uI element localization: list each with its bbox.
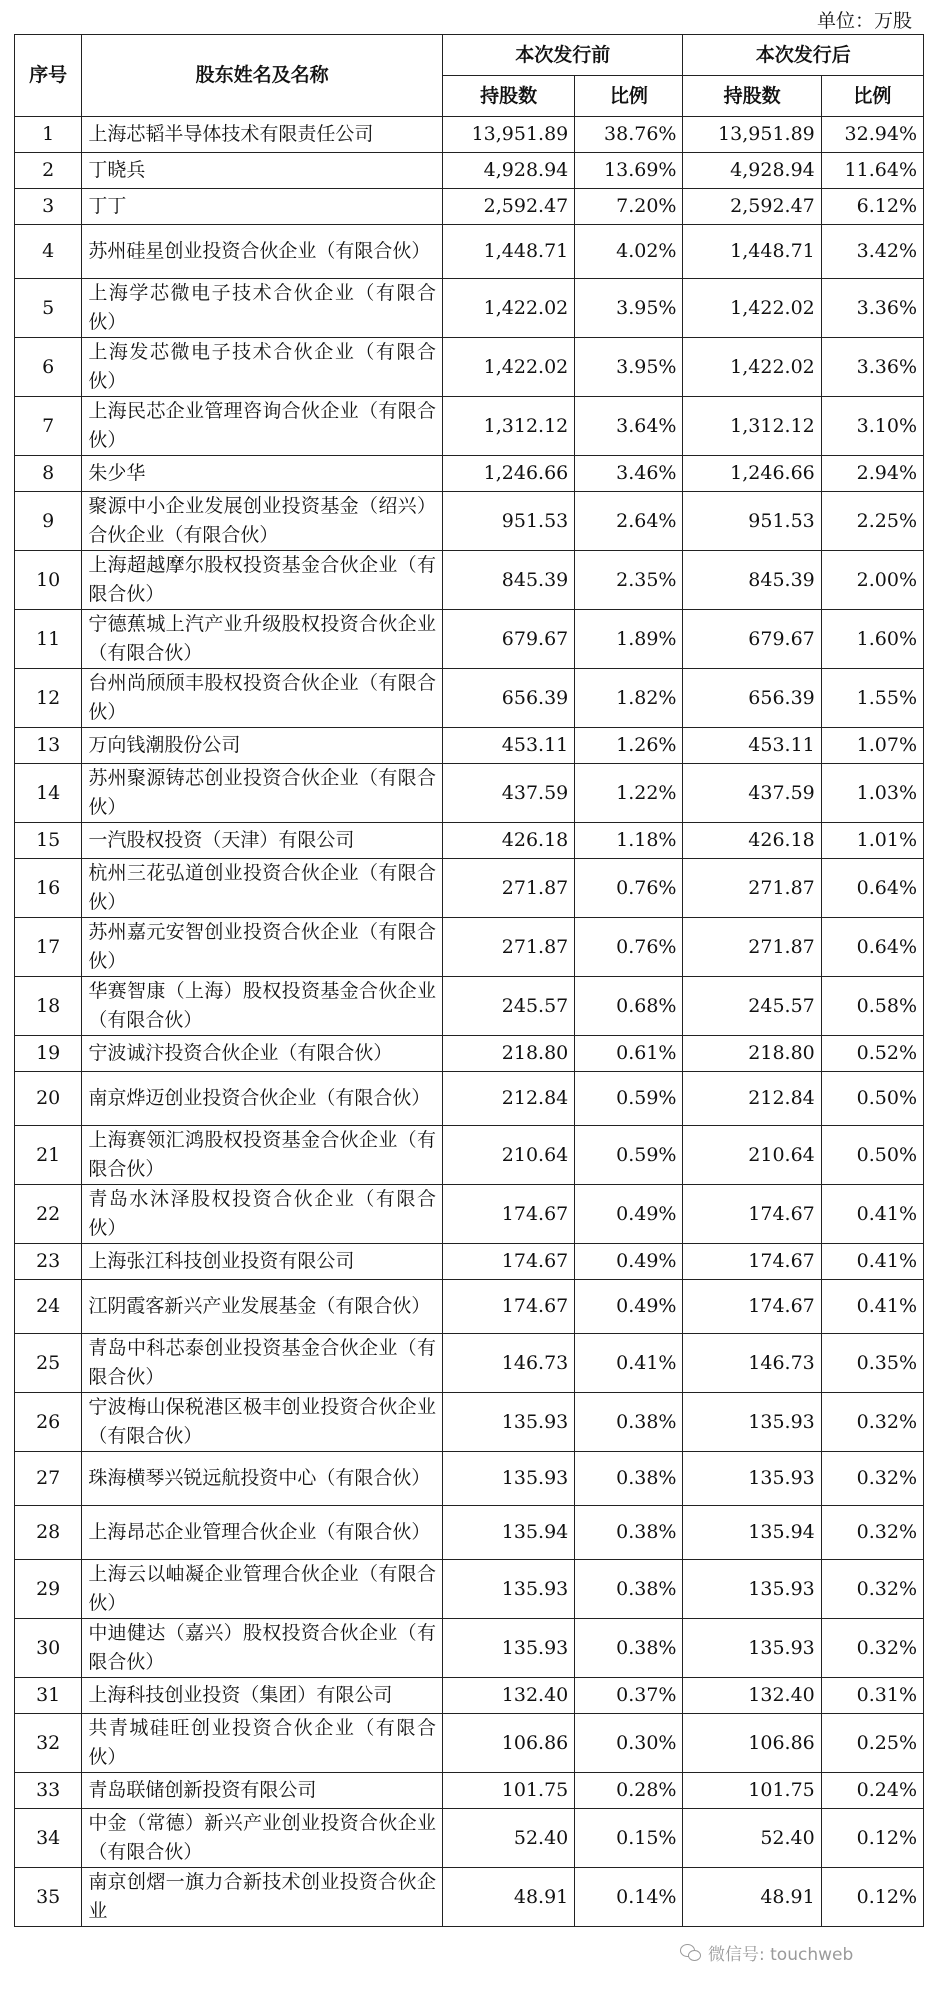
table-row [15,823,924,859]
row-index: 26 [15,1393,82,1452]
ratio-after: 0.41% [821,1244,923,1280]
shares-after: 48.91 [683,1868,821,1927]
shares-after: 271.87 [683,918,821,977]
shares-before: 135.93 [443,1393,575,1452]
row-index: 21 [15,1126,82,1185]
shares-before: 146.73 [443,1334,575,1393]
ratio-after: 0.50% [821,1072,923,1126]
shares-before: 2,592.47 [443,189,575,225]
shareholder-name: 丁丁 [82,189,443,225]
shareholder-name: 苏州硅星创业投资合伙企业（有限合伙） [82,225,443,279]
shareholder-name: 宁波梅山保税港区极丰创业投资合伙企业（有限合伙） [82,1393,443,1452]
ratio-before: 38.76% [575,117,683,153]
shares-after: 453.11 [683,728,821,764]
shares-after: 218.80 [683,1036,821,1072]
ratio-after: 0.64% [821,918,923,977]
ratio-after: 1.55% [821,669,923,728]
shareholder-name: 宁波诚汴投资合伙企业（有限合伙） [82,1036,443,1072]
ratio-before: 1.18% [575,823,683,859]
ratio-after: 2.25% [821,492,923,551]
shareholder-name: 南京烨迈创业投资合伙企业（有限合伙） [82,1072,443,1126]
row-index: 1 [15,117,82,153]
row-index: 12 [15,669,82,728]
shareholder-name: 珠海横琴兴锐远航投资中心（有限合伙） [82,1452,443,1506]
ratio-before: 0.68% [575,977,683,1036]
shares-before: 951.53 [443,492,575,551]
shareholder-table [14,34,924,1927]
row-index: 15 [15,823,82,859]
shares-after: 1,422.02 [683,338,821,397]
table-row [15,918,924,977]
ratio-before: 0.49% [575,1244,683,1280]
row-index: 9 [15,492,82,551]
header-ratio-after: 比例 [821,76,923,117]
ratio-after: 3.42% [821,225,923,279]
ratio-before: 0.38% [575,1393,683,1452]
row-index: 30 [15,1619,82,1678]
table-row [15,1244,924,1280]
ratio-after: 0.32% [821,1619,923,1678]
table-row [15,1280,924,1334]
shares-before: 1,312.12 [443,397,575,456]
table-row [15,1126,924,1185]
ratio-before: 0.76% [575,859,683,918]
shares-after: 146.73 [683,1334,821,1393]
ratio-after: 3.36% [821,338,923,397]
shareholder-name: 苏州聚源铸芯创业投资合伙企业（有限合伙） [82,764,443,823]
table-row [15,1678,924,1714]
shareholder-name: 苏州嘉元安智创业投资合伙企业（有限合伙） [82,918,443,977]
row-index: 31 [15,1678,82,1714]
ratio-after: 0.64% [821,859,923,918]
shares-after: 212.84 [683,1072,821,1126]
shares-after: 174.67 [683,1244,821,1280]
ratio-before: 0.38% [575,1452,683,1506]
ratio-after: 0.32% [821,1393,923,1452]
shares-after: 1,422.02 [683,279,821,338]
ratio-after: 32.94% [821,117,923,153]
ratio-after: 1.01% [821,823,923,859]
ratio-after: 0.32% [821,1506,923,1560]
ratio-before: 0.49% [575,1280,683,1334]
ratio-before: 0.59% [575,1126,683,1185]
row-index: 22 [15,1185,82,1244]
shares-after: 132.40 [683,1678,821,1714]
ratio-before: 3.95% [575,279,683,338]
shares-before: 453.11 [443,728,575,764]
shares-before: 1,422.02 [443,338,575,397]
shareholder-name: 台州尚颀颀丰股权投资合伙企业（有限合伙） [82,669,443,728]
ratio-after: 0.50% [821,1126,923,1185]
watermark [680,1940,853,1965]
shares-before: 245.57 [443,977,575,1036]
shareholder-name: 一汽股权投资（天津）有限公司 [82,823,443,859]
row-index: 4 [15,225,82,279]
ratio-after: 3.10% [821,397,923,456]
shareholder-name: 上海张江科技创业投资有限公司 [82,1244,443,1280]
table-row [15,551,924,610]
row-index: 6 [15,338,82,397]
row-index: 34 [15,1809,82,1868]
row-index: 33 [15,1773,82,1809]
ratio-before: 0.38% [575,1506,683,1560]
ratio-after: 2.94% [821,456,923,492]
shares-before: 174.67 [443,1244,575,1280]
ratio-after: 0.41% [821,1185,923,1244]
table-row [15,1619,924,1678]
ratio-before: 1.89% [575,610,683,669]
shareholder-name: 朱少华 [82,456,443,492]
table-row [15,117,924,153]
table-row [15,189,924,225]
shares-after: 4,928.94 [683,153,821,189]
header-before: 本次发行前 [443,35,683,76]
row-index: 8 [15,456,82,492]
shares-before: 132.40 [443,1678,575,1714]
shares-before: 656.39 [443,669,575,728]
shareholder-name: 上海昂芯企业管理合伙企业（有限合伙） [82,1506,443,1560]
shares-before: 101.75 [443,1773,575,1809]
header-shares-after: 持股数 [683,76,821,117]
shares-before: 212.84 [443,1072,575,1126]
ratio-after: 3.36% [821,279,923,338]
ratio-after: 0.24% [821,1773,923,1809]
shares-after: 210.64 [683,1126,821,1185]
shares-after: 1,246.66 [683,456,821,492]
ratio-after: 0.31% [821,1678,923,1714]
header-after: 本次发行后 [683,35,924,76]
ratio-after: 0.32% [821,1560,923,1619]
row-index: 28 [15,1506,82,1560]
shareholder-name: 华赛智康（上海）股权投资基金合伙企业（有限合伙） [82,977,443,1036]
shares-before: 52.40 [443,1809,575,1868]
ratio-after: 0.25% [821,1714,923,1773]
ratio-before: 2.64% [575,492,683,551]
table-row [15,492,924,551]
shares-before: 210.64 [443,1126,575,1185]
shareholder-name: 宁德蕉城上汽产业升级股权投资合伙企业（有限合伙） [82,610,443,669]
table-row [15,728,924,764]
shares-after: 135.93 [683,1619,821,1678]
ratio-before: 0.38% [575,1619,683,1678]
ratio-after: 0.12% [821,1868,923,1927]
table-row [15,1452,924,1506]
ratio-after: 0.12% [821,1809,923,1868]
ratio-before: 7.20% [575,189,683,225]
shares-before: 437.59 [443,764,575,823]
table-row [15,1393,924,1452]
shares-after: 426.18 [683,823,821,859]
ratio-before: 0.76% [575,918,683,977]
shares-after: 101.75 [683,1773,821,1809]
row-index: 3 [15,189,82,225]
shares-before: 135.93 [443,1560,575,1619]
shares-before: 271.87 [443,918,575,977]
row-index: 27 [15,1452,82,1506]
shares-before: 1,422.02 [443,279,575,338]
shareholder-name: 聚源中小企业发展创业投资基金（绍兴）合伙企业（有限合伙） [82,492,443,551]
shareholder-name: 上海学芯微电子技术合伙企业（有限合伙） [82,279,443,338]
shares-before: 845.39 [443,551,575,610]
row-index: 5 [15,279,82,338]
table-row [15,1560,924,1619]
table-row [15,669,924,728]
ratio-before: 3.95% [575,338,683,397]
row-index: 10 [15,551,82,610]
header-ratio-before: 比例 [575,76,683,117]
shares-before: 1,448.71 [443,225,575,279]
wechat-icon [680,1944,702,1962]
watermark-text: 微信号: touchweb [708,1945,854,1965]
ratio-before: 0.41% [575,1334,683,1393]
ratio-after: 11.64% [821,153,923,189]
row-index: 32 [15,1714,82,1773]
shareholder-name: 青岛联储创新投资有限公司 [82,1773,443,1809]
row-index: 2 [15,153,82,189]
table-row [15,456,924,492]
table-row [15,1072,924,1126]
ratio-after: 0.32% [821,1452,923,1506]
shareholder-name: 南京创熠一旗力合新技术创业投资合伙企业 [82,1868,443,1927]
shareholder-name: 上海赛领汇鸿股权投资基金合伙企业（有限合伙） [82,1126,443,1185]
row-index: 7 [15,397,82,456]
shares-after: 106.86 [683,1714,821,1773]
shareholder-name: 共青城硅旺创业投资合伙企业（有限合伙） [82,1714,443,1773]
shares-before: 426.18 [443,823,575,859]
shares-before: 1,246.66 [443,456,575,492]
shares-before: 174.67 [443,1185,575,1244]
row-index: 24 [15,1280,82,1334]
table-row [15,1334,924,1393]
shareholder-name: 青岛中科芯泰创业投资基金合伙企业（有限合伙） [82,1334,443,1393]
shares-after: 271.87 [683,859,821,918]
shares-after: 1,448.71 [683,225,821,279]
ratio-before: 3.64% [575,397,683,456]
table-row [15,764,924,823]
shares-before: 174.67 [443,1280,575,1334]
ratio-before: 0.15% [575,1809,683,1868]
row-index: 17 [15,918,82,977]
row-index: 18 [15,977,82,1036]
shares-after: 437.59 [683,764,821,823]
row-index: 14 [15,764,82,823]
row-index: 11 [15,610,82,669]
table-row [15,1036,924,1072]
unit-label: 单位：万股 [816,10,912,32]
shares-after: 679.67 [683,610,821,669]
shares-after: 174.67 [683,1280,821,1334]
ratio-after: 1.03% [821,764,923,823]
shares-before: 48.91 [443,1868,575,1927]
shareholder-name: 中迪健达（嘉兴）股权投资合伙企业（有限合伙） [82,1619,443,1678]
shareholder-name: 丁晓兵 [82,153,443,189]
table-row [15,338,924,397]
shareholder-name: 上海科技创业投资（集团）有限公司 [82,1678,443,1714]
ratio-before: 13.69% [575,153,683,189]
table-row [15,1809,924,1868]
row-index: 16 [15,859,82,918]
shareholder-name: 上海云以岫凝企业管理合伙企业（有限合伙） [82,1560,443,1619]
ratio-before: 0.28% [575,1773,683,1809]
ratio-after: 1.60% [821,610,923,669]
row-index: 25 [15,1334,82,1393]
table-row [15,225,924,279]
ratio-before: 0.37% [575,1678,683,1714]
table-row [15,153,924,189]
row-index: 23 [15,1244,82,1280]
table-row [15,1506,924,1560]
ratio-after: 0.41% [821,1280,923,1334]
ratio-before: 2.35% [575,551,683,610]
shareholder-name: 上海民芯企业管理咨询合伙企业（有限合伙） [82,397,443,456]
ratio-before: 0.14% [575,1868,683,1927]
shareholder-name: 江阴霞客新兴产业发展基金（有限合伙） [82,1280,443,1334]
shareholder-name: 杭州三花弘道创业投资合伙企业（有限合伙） [82,859,443,918]
ratio-before: 1.82% [575,669,683,728]
shares-before: 218.80 [443,1036,575,1072]
shareholder-name: 上海芯韬半导体技术有限责任公司 [82,117,443,153]
shares-after: 174.67 [683,1185,821,1244]
shares-after: 135.93 [683,1452,821,1506]
header-shares-before: 持股数 [443,76,575,117]
shares-before: 135.93 [443,1619,575,1678]
table-row [15,859,924,918]
shareholder-name: 上海超越摩尔股权投资基金合伙企业（有限合伙） [82,551,443,610]
row-index: 35 [15,1868,82,1927]
table-row [15,1868,924,1927]
table-row [15,1714,924,1773]
ratio-before: 1.26% [575,728,683,764]
shares-after: 135.93 [683,1393,821,1452]
ratio-after: 0.52% [821,1036,923,1072]
table-row [15,977,924,1036]
row-index: 13 [15,728,82,764]
ratio-before: 0.30% [575,1714,683,1773]
table-header [15,35,924,117]
table-row [15,1773,924,1809]
ratio-before: 3.46% [575,456,683,492]
shares-before: 135.94 [443,1506,575,1560]
shares-before: 271.87 [443,859,575,918]
shares-after: 951.53 [683,492,821,551]
ratio-before: 0.61% [575,1036,683,1072]
ratio-after: 2.00% [821,551,923,610]
row-index: 20 [15,1072,82,1126]
shares-after: 656.39 [683,669,821,728]
table-body [15,117,924,1927]
row-index: 29 [15,1560,82,1619]
shares-after: 845.39 [683,551,821,610]
shares-after: 1,312.12 [683,397,821,456]
shares-before: 106.86 [443,1714,575,1773]
table-row [15,397,924,456]
ratio-after: 0.58% [821,977,923,1036]
shares-after: 245.57 [683,977,821,1036]
ratio-before: 0.38% [575,1560,683,1619]
shares-before: 135.93 [443,1452,575,1506]
ratio-after: 0.35% [821,1334,923,1393]
shares-after: 2,592.47 [683,189,821,225]
table-row [15,1185,924,1244]
table-row [15,610,924,669]
shares-after: 52.40 [683,1809,821,1868]
shareholder-name: 上海发芯微电子技术合伙企业（有限合伙） [82,338,443,397]
shares-before: 4,928.94 [443,153,575,189]
ratio-before: 4.02% [575,225,683,279]
row-index: 19 [15,1036,82,1072]
shareholder-name: 青岛水沐泽股权投资合伙企业（有限合伙） [82,1185,443,1244]
shareholder-name: 中金（常德）新兴产业创业投资合伙企业（有限合伙） [82,1809,443,1868]
shares-before: 13,951.89 [443,117,575,153]
table-row [15,279,924,338]
shares-after: 13,951.89 [683,117,821,153]
shareholder-name: 万向钱潮股份公司 [82,728,443,764]
ratio-after: 6.12% [821,189,923,225]
ratio-before: 1.22% [575,764,683,823]
shares-after: 135.94 [683,1506,821,1560]
header-name: 股东姓名及名称 [82,35,443,117]
shares-before: 679.67 [443,610,575,669]
ratio-after: 1.07% [821,728,923,764]
header-index: 序号 [15,35,82,117]
shares-after: 135.93 [683,1560,821,1619]
ratio-before: 0.59% [575,1072,683,1126]
ratio-before: 0.49% [575,1185,683,1244]
